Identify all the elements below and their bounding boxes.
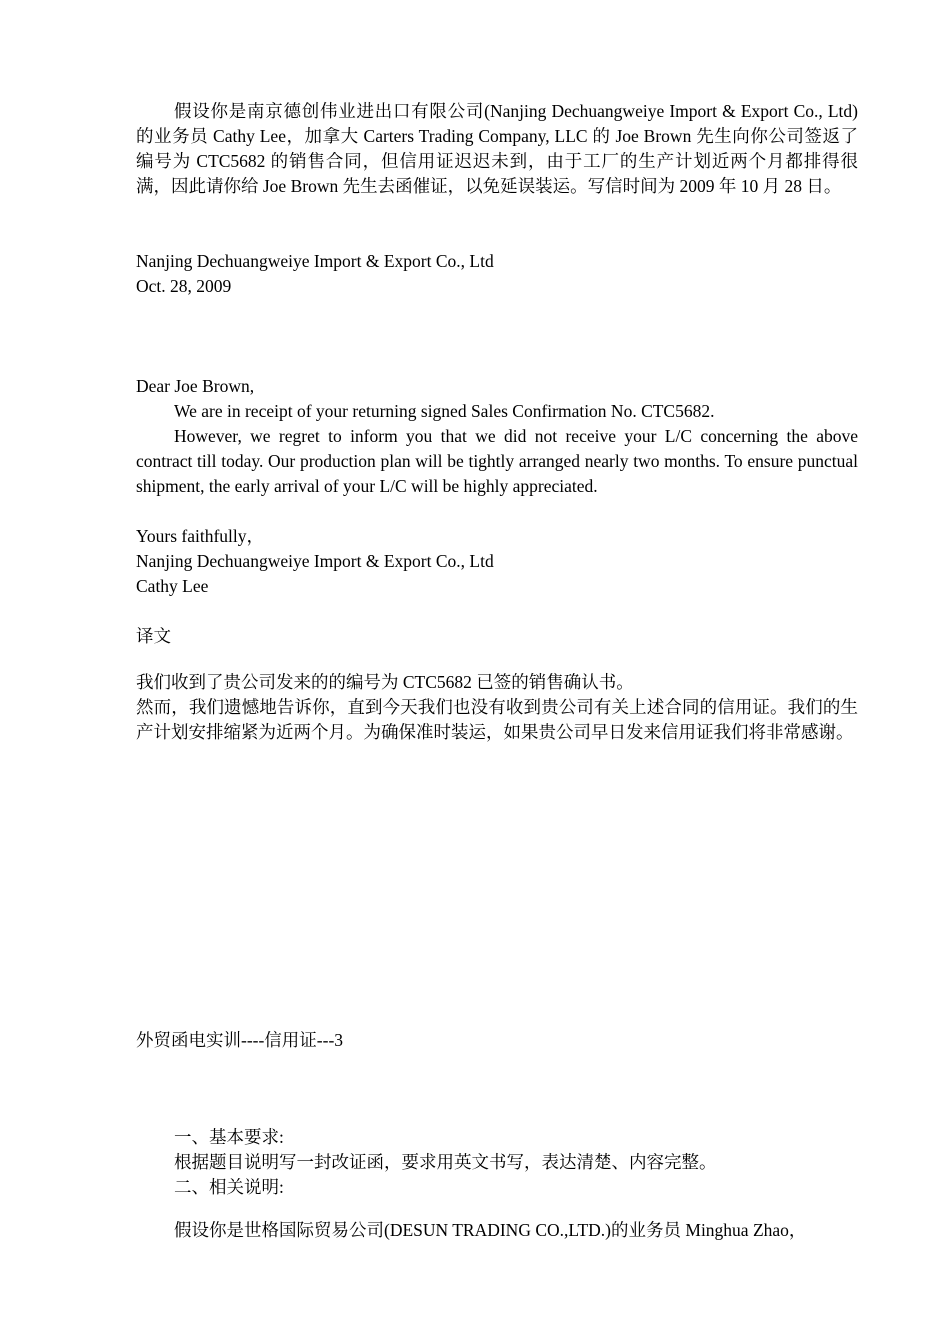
letter-paragraph-1: We are in receipt of your returning signed Sales Confirmation No. CTC5682. xyxy=(174,401,715,421)
letter-signature-name: Cathy Lee xyxy=(136,576,209,596)
exercise-title: 外贸函电实训----信用证---3 xyxy=(136,1030,344,1050)
section-2-text: 假设你是世格国际贸易公司(DESUN TRADING CO.,LTD.)的业务员 Minghua Zhao， xyxy=(174,1220,807,1240)
task-intro-paragraph: 假设你是南京德创伟业进出口有限公司(Nanjing Dechuangweiye Import & Export Co., Ltd)的业务员 Cathy Lee，加拿大 Carters Trading Company, LLC 的 Joe Brown 先生向你公司签返了编号为 CTC5682 的销售合同，但信用证迟迟未到，由于工厂的生产计划近两个月都排得很满，因此请你给 Joe Brown 先生去函催证，以免延误装运。写信时间为 2009 年 10 月 28 日。 xyxy=(136,101,858,196)
section-1-heading: 一、基本要求: xyxy=(174,1127,284,1147)
letter-salutation: Dear Joe Brown, xyxy=(136,376,255,396)
letter-signature-company: Nanjing Dechuangweiye Import & Export Co., Ltd xyxy=(136,551,494,571)
letter-closing: Yours faithfully， xyxy=(136,526,265,546)
translation-heading: 译文 xyxy=(136,626,171,646)
letter-date: Oct. 28, 2009 xyxy=(136,276,232,296)
translation-paragraph-2: 然而，我们遗憾地告诉你，直到今天我们也没有收到贵公司有关上述合同的信用证。我们的生产计划安排缩紧为近两个月。为确保准时装运，如果贵公司早日发来信用证我们将非常感谢。 xyxy=(136,697,858,742)
section-1-text: 根据题目说明写一封改证函，要求用英文书写，表达清楚、内容完整。 xyxy=(174,1152,717,1172)
translation-line-1: 我们收到了贵公司发来的的编号为 CTC5682 已签的销售确认书。 xyxy=(136,672,634,692)
letter-sender: Nanjing Dechuangweiye Import & Export Co., Ltd xyxy=(136,251,494,271)
section-2-heading: 二、相关说明: xyxy=(174,1177,284,1197)
letter-paragraph-2: However, we regret to inform you that we did not receive your L/C concerning the above contract till today. Our production plan will be tightly arranged nearly two months. To ensure punctual shipment, the early arrival of your L/C will be highly appreciated. xyxy=(136,426,858,496)
